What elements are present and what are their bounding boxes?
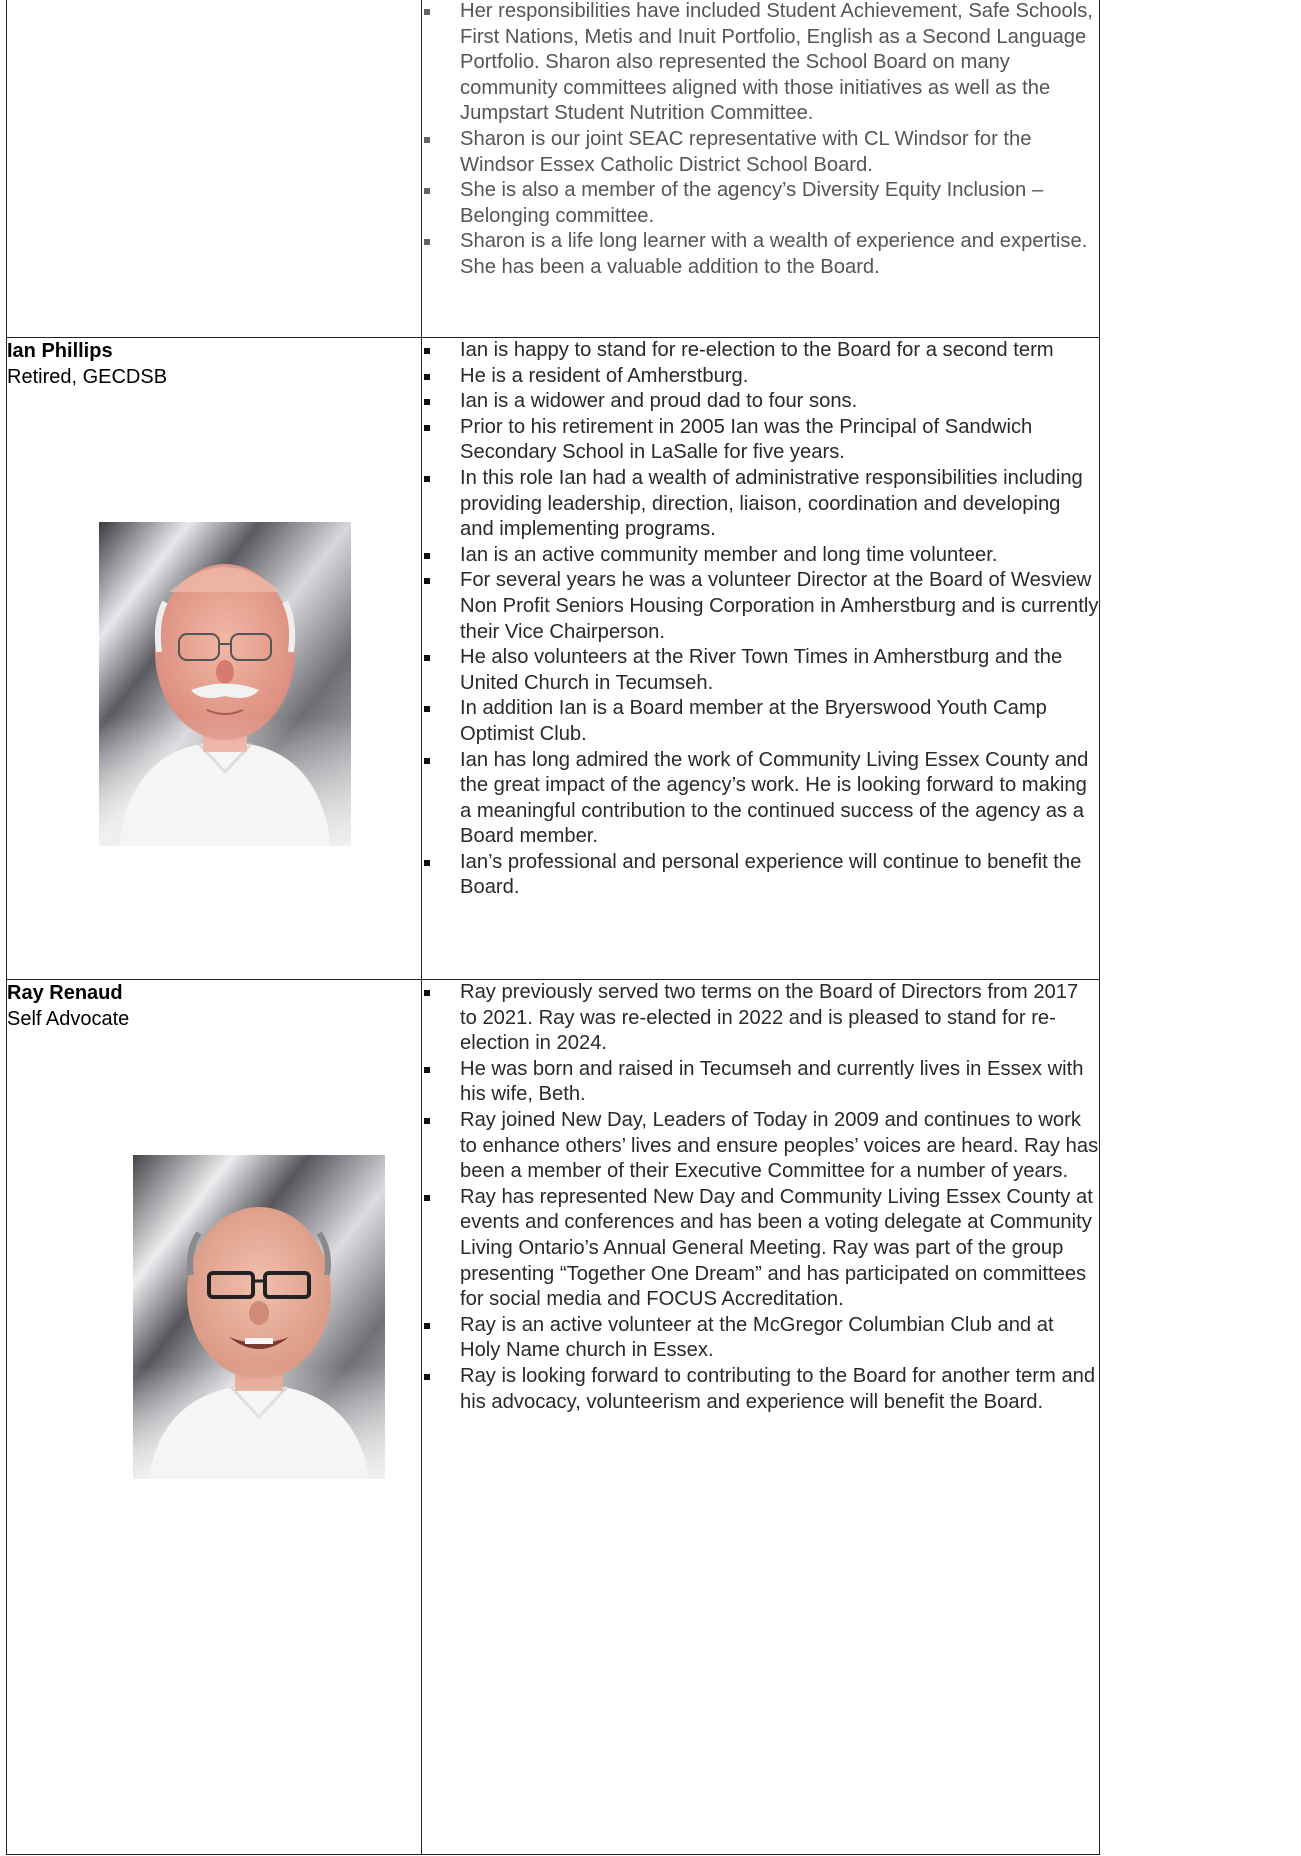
- bio-bullet: Ian is happy to stand for re-election to the Board for a second term: [422, 338, 1099, 364]
- ian-phillips-photo: [99, 522, 351, 846]
- candidate-row: [7, 0, 1100, 338]
- bio-bullet: Ian is a widower and proud dad to four sons.: [422, 389, 1099, 415]
- ray-renaud-photo: [133, 1155, 385, 1479]
- candidate-name: Ray Renaud: [7, 982, 123, 1004]
- bio-bullet: Ian has long admired the work of Community Living Essex County and the great impact of the agency’s work. He is looking forward to making a meaningful contribution to the continued success of the agency as a Board member.: [422, 748, 1099, 850]
- bio-bullet: She is also a member of the agency’s Diversity Equity Inclusion – Belonging committee.: [422, 178, 1099, 229]
- bio-bullet: Ray is looking forward to contributing to the Board for another term and his advocacy, volunteerism and experience will benefit the Board.: [422, 1364, 1099, 1415]
- bio-bullet: He is a resident of Amherstburg.: [422, 364, 1099, 390]
- bio-bullet: He also volunteers at the River Town Times in Amherstburg and the United Church in Tecumseh.: [422, 645, 1099, 696]
- bio-bullet: Ray has represented New Day and Community Living Essex County at events and conferences and has been a voting delegate at Community Living Ontario’s Annual General Meeting. Ray was part of the group presenting “Together One Dream” and has participated on committees for social media and FOCUS Accreditation.: [422, 1185, 1099, 1313]
- bio-bullet: Ian’s professional and personal experience will continue to benefit the Board.: [422, 850, 1099, 901]
- candidate-role: Self Advocate: [7, 1008, 130, 1030]
- candidate-role: Retired, GECDSB: [7, 366, 168, 388]
- candidate-bio-cell: [422, 0, 1100, 338]
- bio-bullet: Ray previously served two terms on the Board of Directors from 2017 to 2021. Ray was re-elected in 2022 and is pleased to stand for re-election in 2024.: [422, 980, 1099, 1057]
- candidate-bio-cell: [422, 338, 1100, 980]
- bio-bullet: Prior to his retirement in 2005 Ian was the Principal of Sandwich Secondary School in LaSalle for five years.: [422, 415, 1099, 466]
- bio-bullet-list: [422, 338, 1099, 901]
- candidate-table: [6, 0, 1100, 1855]
- bio-bullet: For several years he was a volunteer Director at the Board of Wesview Non Profit Seniors Housing Corporation in Amherstburg and is currently their Vice Chairperson.: [422, 568, 1099, 645]
- bio-bullet: Ray is an active volunteer at the McGregor Columbian Club and at Holy Name church in Essex.: [422, 1313, 1099, 1364]
- bio-bullet-list: [422, 980, 1099, 1415]
- bio-bullet: Ian is an active community member and long time volunteer.: [422, 543, 1099, 569]
- bio-bullet: Ray joined New Day, Leaders of Today in 2009 and continues to work to enhance others’ lives and ensure peoples’ voices are heard. Ray has been a member of their Executive Committee for a number of years.: [422, 1108, 1099, 1185]
- candidate-name: Ian Phillips: [7, 340, 113, 362]
- bio-bullet: Sharon is a life long learner with a wealth of experience and expertise. She has been a valuable addition to the Board.: [422, 229, 1099, 280]
- bio-bullet: Sharon is our joint SEAC representative with CL Windsor for the Windsor Essex Catholic District School Board.: [422, 127, 1099, 178]
- candidate-info-cell: [7, 0, 422, 338]
- bio-bullet: Her responsibilities have included Student Achievement, Safe Schools, First Nations, Metis and Inuit Portfolio, English as a Second Language Portfolio. Sharon also represented the School Board on many community committees aligned with those initiatives as well as the Jumpstart Student Nutrition Committee.: [422, 0, 1099, 127]
- bio-bullet: In addition Ian is a Board member at the Bryerswood Youth Camp Optimist Club.: [422, 696, 1099, 747]
- bio-bullet: In this role Ian had a wealth of administrative responsibilities including providing leadership, direction, liaison, coordination and developing and implementing programs.: [422, 466, 1099, 543]
- bio-bullet-list: [422, 0, 1099, 281]
- candidate-bio-cell: [422, 980, 1100, 1855]
- bio-bullet: He was born and raised in Tecumseh and currently lives in Essex with his wife, Beth.: [422, 1057, 1099, 1108]
